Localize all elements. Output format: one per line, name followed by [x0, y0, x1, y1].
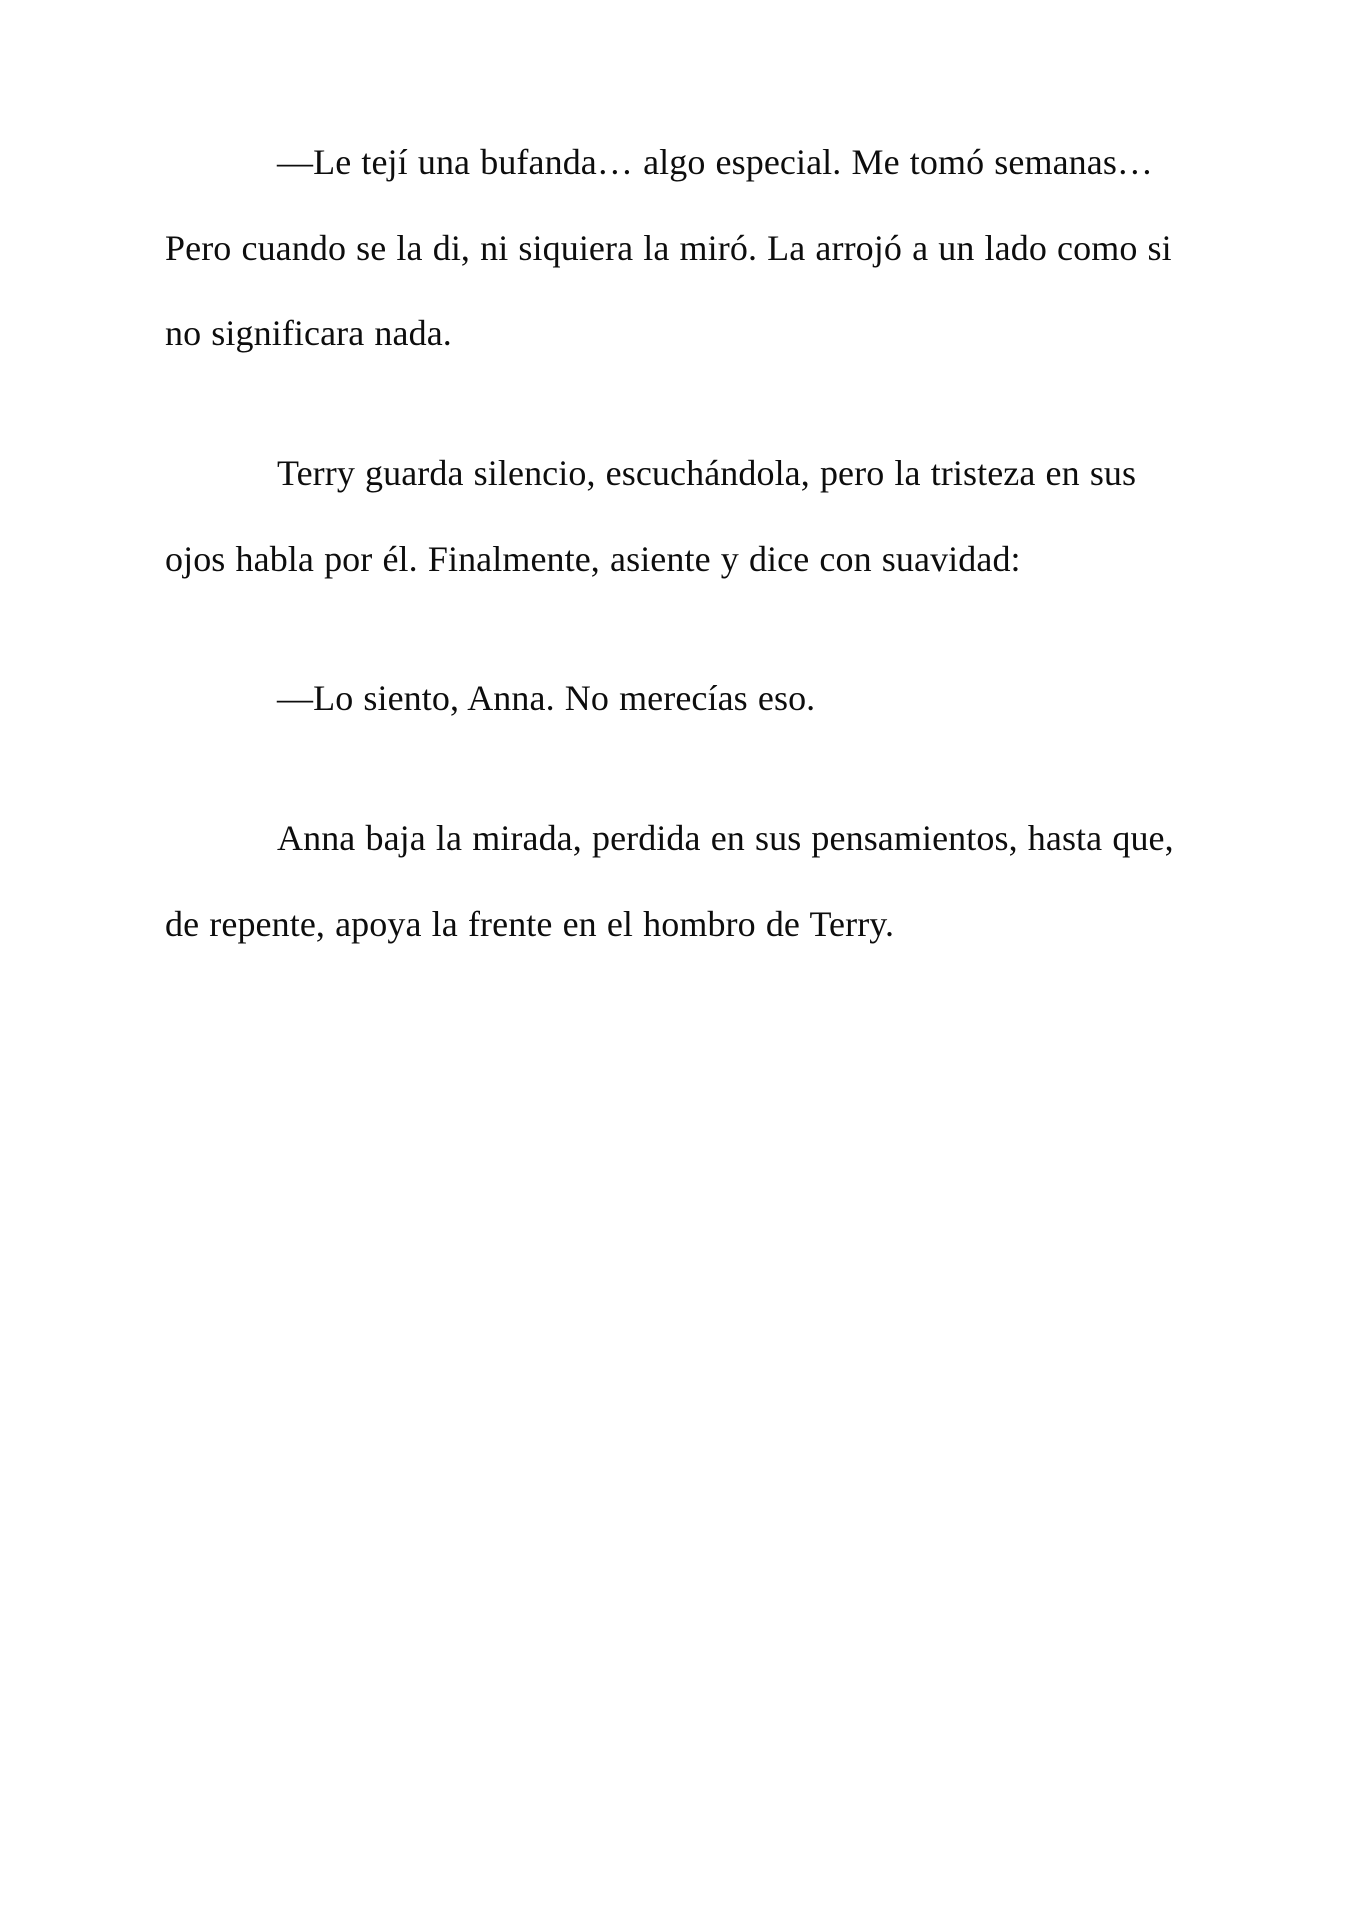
paragraph: Anna baja la mirada, perdida en sus pensamientos, hasta que, de repente, apoya la frente en el hombro de Terry.: [165, 818, 1174, 944]
paragraph: —Le tejí una bufanda… algo especial. Me tomó semanas… Pero cuando se la di, ni siquiera la miró. La arrojó a un lado como si no significara nada.: [165, 142, 1172, 354]
paragraph: —Lo siento, Anna. No merecías eso.: [277, 678, 816, 719]
paragraph: Terry guarda silencio, escuchándola, pero la tristeza en sus ojos habla por él. Finalmente, asiente y dice con suavidad:: [165, 453, 1137, 579]
page-text-body: [165, 120, 1199, 967]
